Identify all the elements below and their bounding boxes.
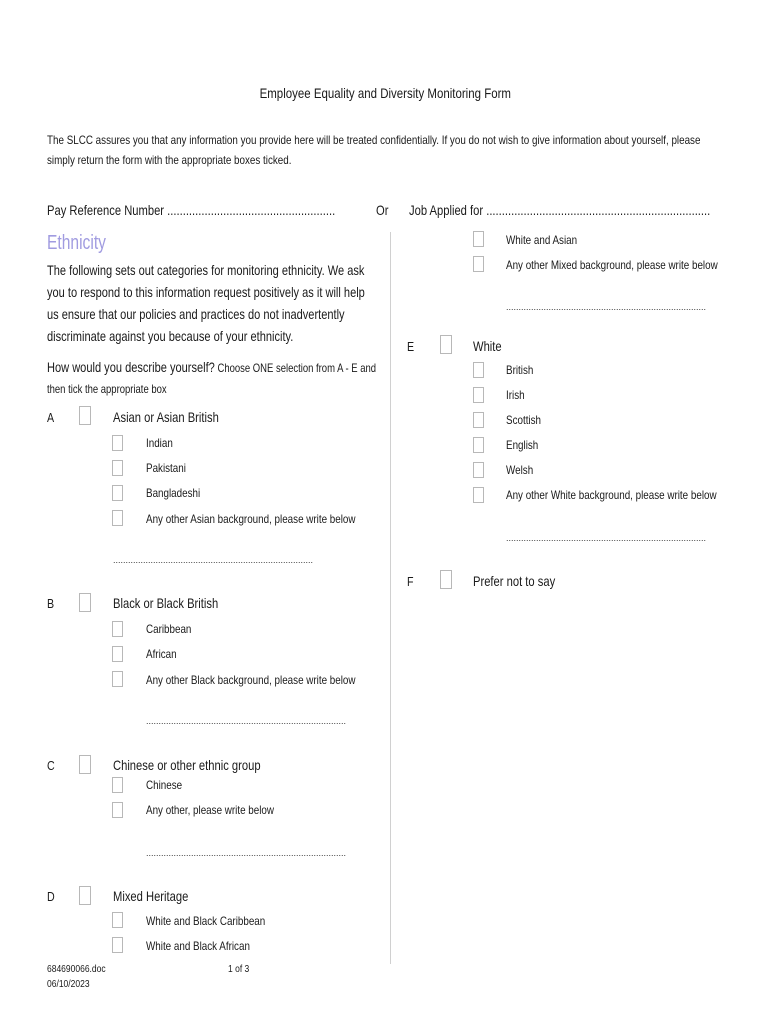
group-b-letter: B (47, 596, 55, 611)
other-black-write-line[interactable]: ................................................................................ (146, 716, 347, 726)
group-a-checkbox[interactable] (79, 406, 91, 425)
option-white-asian-checkbox[interactable] (473, 231, 484, 247)
option-other-ethnic-checkbox[interactable] (112, 802, 123, 818)
option-white-black-caribbean-checkbox[interactable] (112, 912, 123, 928)
option-chinese-checkbox[interactable] (112, 777, 123, 793)
group-b-checkbox[interactable] (79, 593, 91, 612)
group-e-letter: E (407, 339, 415, 354)
group-e-name: White (473, 338, 502, 354)
other-mixed-write-line[interactable]: ................................................................................ (506, 302, 707, 312)
option-irish-label: Irish (506, 388, 525, 402)
group-a-name: Asian or Asian British (113, 409, 219, 425)
option-african-label: African (146, 647, 177, 661)
option-other-black-checkbox[interactable] (112, 671, 123, 687)
or-label: Or (376, 202, 389, 218)
selection-question (47, 357, 383, 400)
job-applied-field[interactable]: Job Applied for ........................................................................ (409, 202, 711, 218)
option-welsh-label: Welsh (506, 463, 534, 477)
option-bangladeshi-checkbox[interactable] (112, 485, 123, 501)
other-white-write-line[interactable]: ................................................................................ (506, 533, 707, 543)
group-f-name: Prefer not to say (473, 573, 556, 589)
option-british-checkbox[interactable] (473, 362, 484, 378)
option-irish-checkbox[interactable] (473, 387, 484, 403)
option-english-label: English (506, 438, 539, 452)
option-other-white-label: Any other White background, please write below (506, 488, 717, 502)
option-indian-label: Indian (146, 436, 173, 450)
option-british-label: British (506, 363, 534, 377)
option-welsh-checkbox[interactable] (473, 462, 484, 478)
option-african-checkbox[interactable] (112, 646, 123, 662)
group-d-checkbox[interactable] (79, 886, 91, 905)
question-instructions: Choose ONE selection from A - E and then tick the appropriate box (47, 361, 377, 396)
option-white-black-african-label: White and Black African (146, 939, 250, 953)
other-ethnic-write-line[interactable]: ................................................................................ (146, 848, 347, 858)
option-caribbean-label: Caribbean (146, 622, 192, 636)
option-other-mixed-checkbox[interactable] (473, 256, 484, 272)
group-c-checkbox[interactable] (79, 755, 91, 774)
group-e-checkbox[interactable] (440, 335, 452, 354)
ethnicity-description: The following sets out categories for monitoring ethnicity. We ask you to respond to this information request positively as it will help us ensure that our policies and practices do not inadvertently discriminate against you because of your ethnicity. (47, 262, 365, 344)
option-pakistani-checkbox[interactable] (112, 460, 123, 476)
option-caribbean-checkbox[interactable] (112, 621, 123, 637)
option-pakistani-label: Pakistani (146, 461, 186, 475)
option-scottish-checkbox[interactable] (473, 412, 484, 428)
option-other-ethnic-label: Any other, please write below (146, 803, 274, 817)
ethnicity-heading: Ethnicity (47, 232, 106, 254)
option-english-checkbox[interactable] (473, 437, 484, 453)
option-chinese-label: Chinese (146, 778, 183, 792)
footer-date: 06/10/2023 (47, 979, 90, 990)
footer-doc-name: 684690066.doc (47, 964, 106, 975)
option-other-asian-label: Any other Asian background, please write below (146, 512, 356, 526)
option-scottish-label: Scottish (506, 413, 542, 427)
other-asian-write-line[interactable]: ................................................................................ (113, 555, 314, 565)
question-bold: How would you describe yourself? (47, 359, 215, 375)
intro-text: The SLCC assures you that any information you provide here will be treated confidentially. If you do not wish to give information about yourself, please simply return the form with the appropriate boxes ticked. (47, 133, 701, 167)
option-other-black-label: Any other Black background, please write below (146, 673, 356, 687)
group-c-letter: C (47, 758, 55, 773)
form-title (0, 85, 770, 101)
column-divider (390, 232, 391, 964)
group-d-letter: D (47, 889, 55, 904)
group-f-checkbox[interactable] (440, 570, 452, 589)
group-f-letter: F (407, 574, 414, 589)
option-white-asian-label: White and Asian (506, 233, 578, 247)
option-other-asian-checkbox[interactable] (112, 510, 123, 526)
footer-page-number: 1 of 3 (228, 964, 250, 975)
option-white-black-caribbean-label: White and Black Caribbean (146, 914, 266, 928)
option-indian-checkbox[interactable] (112, 435, 123, 451)
group-b-name: Black or Black British (113, 595, 219, 611)
option-other-white-checkbox[interactable] (473, 487, 484, 503)
group-c-name: Chinese or other ethnic group (113, 757, 261, 773)
pay-reference-field[interactable]: Pay Reference Number ...................................................... (47, 202, 336, 218)
group-a-letter: A (47, 410, 55, 425)
option-white-black-african-checkbox[interactable] (112, 937, 123, 953)
form-title-text: Employee Equality and Diversity Monitoring Form (259, 85, 511, 101)
option-other-mixed-label: Any other Mixed background, please write below (506, 258, 718, 272)
group-d-name: Mixed Heritage (113, 888, 189, 904)
option-bangladeshi-label: Bangladeshi (146, 486, 201, 500)
